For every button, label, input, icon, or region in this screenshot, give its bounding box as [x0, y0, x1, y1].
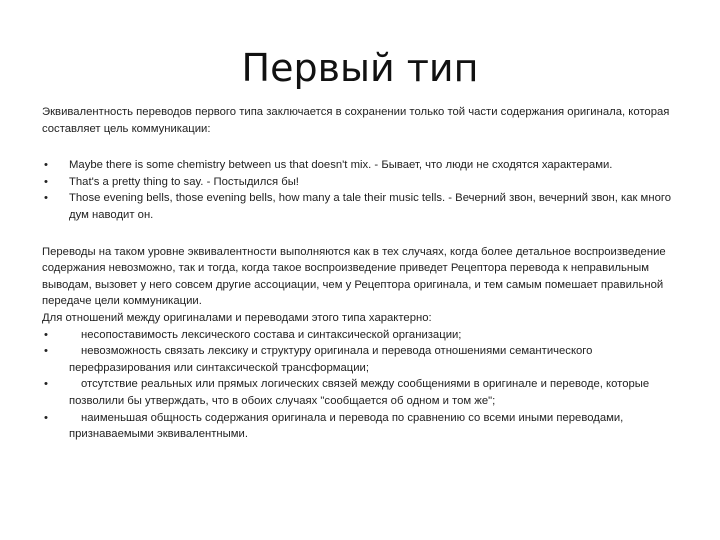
example-item: • Those evening bells, those evening bells, how many a tale their music tells. - Вечерний звон, вечерний звон, как много дум наводит он.	[42, 190, 682, 223]
intro-paragraph: Эквивалентность переводов первого типа заключается в сохранении только той части содержания оригинала, которая составляет цель коммуникации:	[42, 106, 670, 135]
example-item: • Maybe there is some chemistry between us that doesn't mix. - Бывает, что люди не сходятся характерами.	[42, 157, 682, 174]
trait-item	[42, 343, 682, 376]
slide-title: Первый тип	[241, 46, 479, 90]
traits-heading: Для отношений между оригиналами и переводами этого типа характерно:	[42, 311, 432, 324]
trait-text: отсутствие реальных или прямых логических связей между сообщениями в оригинале и переводе, которые позволили бы утверждать, что в обоих случаях "сообщается об одном и том же";	[69, 378, 650, 407]
trait-text: несопоставимость лексического состава и синтаксической организации;	[81, 328, 462, 341]
trait-text: невозможность связать лексику и структуру оригинала и перевода отношениями семантического перефразирования или синтаксической трансформации;	[69, 345, 593, 374]
trait-text: наименьшая общность содержания оригинала и перевода по сравнению со всеми иными переводами, признаваемыми эквивалентными.	[69, 411, 624, 441]
examples-list	[42, 157, 682, 223]
trait-item	[42, 327, 682, 344]
trait-item	[42, 410, 682, 443]
trait-item	[42, 376, 682, 409]
example-item: • That's a pretty thing to say. - Постыдился бы!	[42, 174, 682, 191]
body-paragraph: Переводы на таком уровне эквивалентности выполняются как в тех случаях, когда более детальное воспроизведение содержания невозможно, так и тогда, когда такое воспроизведение приведет Рецептора перевода к неправильным выводам, вызовет у него совсем другие ассоциации, чем у Рецептора оригинала, и тем самым помешает правильной передаче цели коммуникации.	[42, 245, 666, 308]
slide-content	[42, 104, 682, 443]
traits-list	[42, 327, 682, 443]
